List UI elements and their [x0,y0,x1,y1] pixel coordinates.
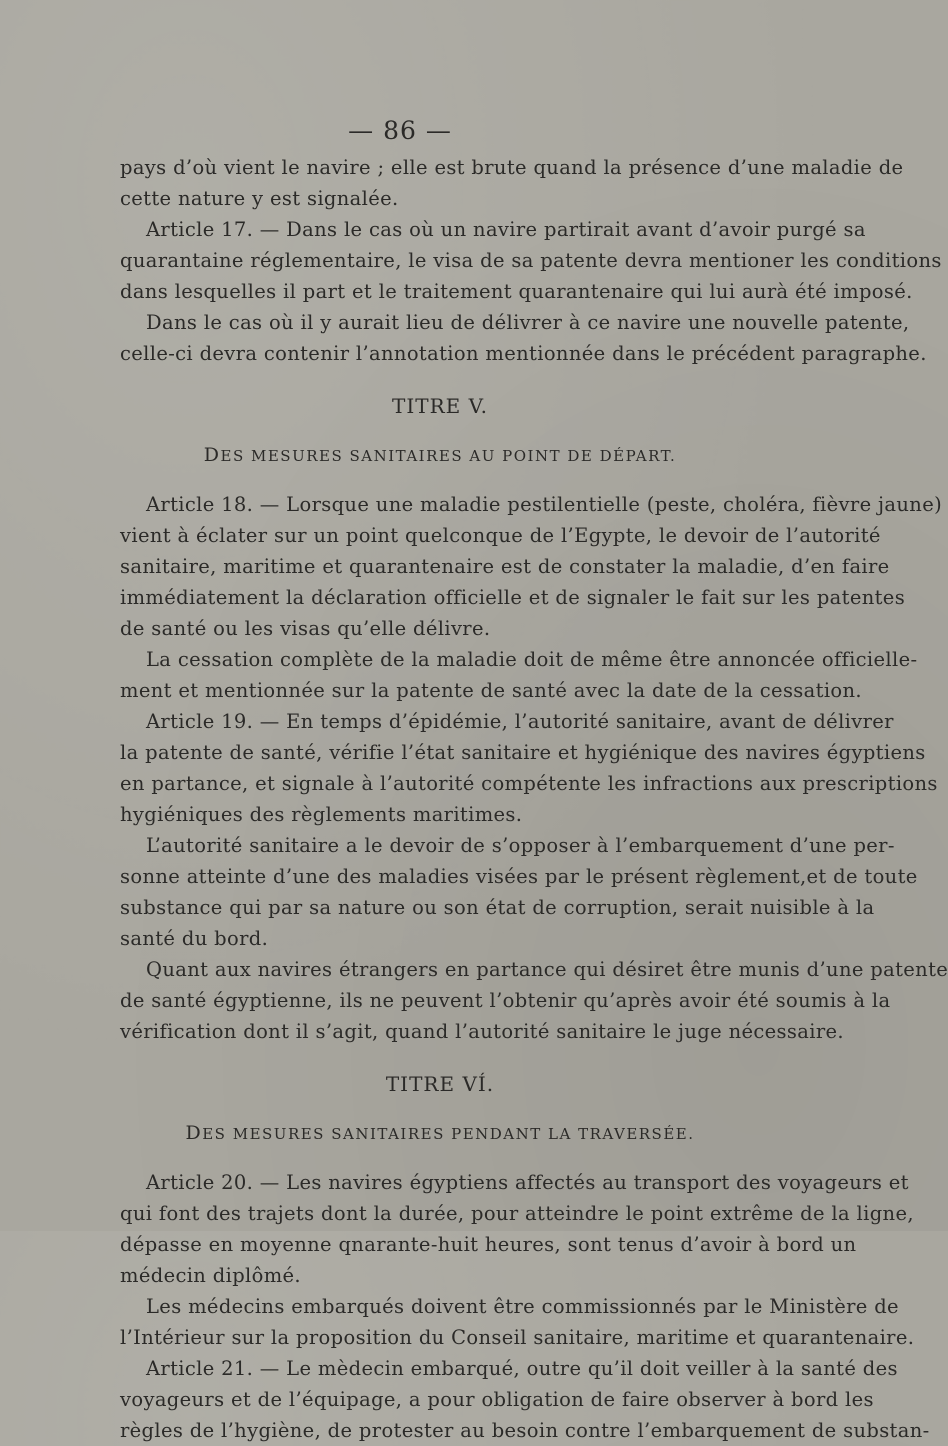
text-line: règles de l’hygiène, de protester au besoin contre l’embarquement de substan- [120,1419,930,1442]
page-body [120,152,948,1446]
text-line: dépasse en moyenne qnarante-huit heures, sont tenus d’avoir à bord un [120,1233,857,1256]
text-line: sonne atteinte d’une des maladies visées par le présent règlement,et de toute [120,865,918,888]
text-line: substance qui par sa nature ou son état de corruption, serait nuisible à la [120,896,875,919]
text-line: pays d’où vient le navire ; elle est brute quand la présence d’une maladie de [120,156,904,179]
text-line: hygiéniques des règlements maritimes. [120,803,523,826]
text-line: quarantaine réglementaire, le visa de sa patente devra mentioner les conditions [120,249,942,272]
text-line: celle-ci devra contenir l’annotation mentionnée dans le précédent paragraphe. [120,342,927,365]
text-line: santé du bord. [120,927,269,950]
text-line: immédiatement la déclaration officielle et de signaler le fait sur les patentes [120,586,906,609]
article-20-heading-line: Article 20. — Les navires égyptiens affectés au transport des voyageurs et [146,1171,909,1194]
text-line: L’autorité sanitaire a le devoir de s’opposer à l’embarquement d’une per- [146,834,895,857]
article-21-heading-line: Article 21. — Le mèdecin embarqué, outre qu’il doit veiller à la santé des [146,1357,898,1380]
text-line: vérification dont il s’agit, quand l’autorité sanitaire le juge nécessaire. [120,1020,844,1043]
text-line: de santé égyptienne, ils ne peuvent l’obtenir qu’après avoir été soumis à la [120,989,891,1012]
text-line: de santé ou les visas qu’elle délivre. [120,617,491,640]
text-line: sanitaire, maritime et quarantenaire est de constater la maladie, d’en faire [120,555,890,578]
text-line: Dans le cas où il y aurait lieu de délivrer à ce navire une nouvelle patente, [146,311,910,334]
text-line: médecin diplômé. [120,1264,301,1287]
section-title-v: TITRE V. [392,394,488,418]
article-17-heading-line: Article 17. — Dans le cas où un navire partirait avant d’avoir purgé sa [146,218,866,241]
text-line: la patente de santé, vérifie l’état sanitaire et hygiénique des navires égyptiens [120,741,926,764]
section-subtitle-v: DES MESURES SANITAIRES AU POINT DE DÉPART. [203,444,677,466]
text-line: dans lesquelles il part et le traitement quarantenaire qui lui aurà été imposé. [120,280,913,303]
text-line: Quant aux navires étrangers en partance qui désiret être munis d’une patente [146,958,948,981]
text-line: ment et mentionnée sur la patente de santé avec la date de la cessation. [120,679,862,702]
text-line: Les médecins embarqués doivent être commissionnés par le Ministère de [146,1295,899,1318]
article-19-heading-line: Article 19. — En temps d’épidémie, l’autorité sanitaire, avant de délivrer [146,710,894,733]
text-line: La cessation complète de la maladie doit de même être annoncée officielle- [146,648,918,671]
page-number: — 86 — [348,116,452,145]
article-18-heading-line: Article 18. — Lorsque une maladie pestilentielle (peste, choléra, fièvre jaune) [146,493,943,516]
section-title-vi: TITRE VÍ. [385,1072,495,1096]
text-line: qui font des trajets dont la durée, pour atteindre le point extrême de la ligne, [120,1202,914,1225]
text-line: en partance, et signale à l’autorité compétente les infractions aux prescriptions [120,772,938,795]
text-line: vient à éclater sur un point quelconque de l’Egypte, le devoir de l’autorité [120,524,881,547]
text-line: cette nature y est signalée. [120,187,399,210]
section-subtitle-vi: DES MESURES SANITAIRES PENDANT LA TRAVERSÉE. [185,1122,695,1144]
text-line: voyageurs et de l’équipage, a pour obligation de faire observer à bord les [120,1388,874,1411]
text-line: l’Intérieur sur la proposition du Conseil sanitaire, maritime et quarantenaire. [120,1326,915,1349]
